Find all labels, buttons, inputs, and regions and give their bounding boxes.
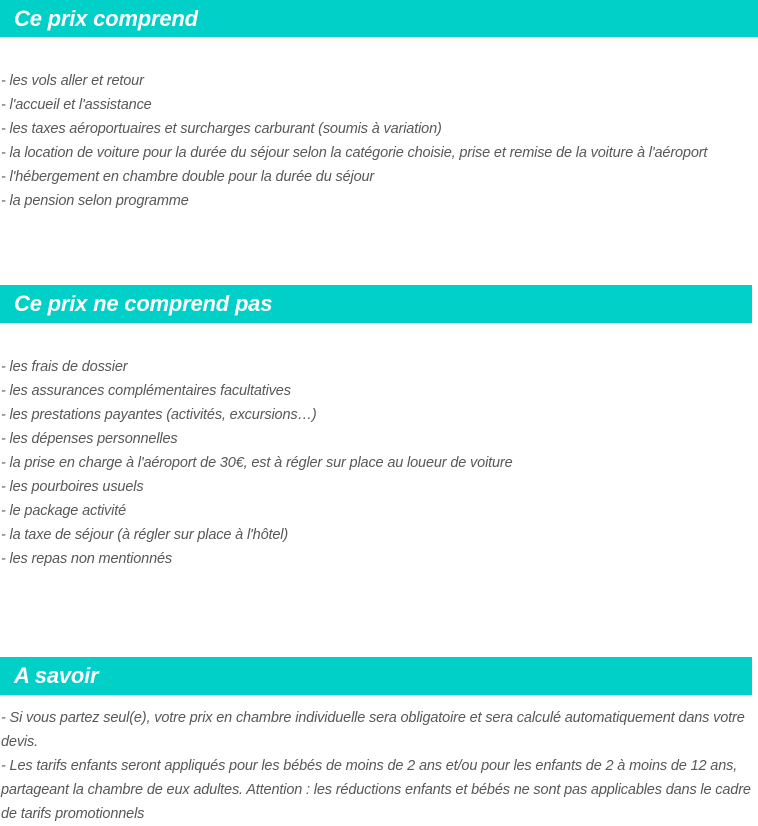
spacer — [0, 695, 758, 706]
section-title-not-included: Ce prix ne comprend pas — [14, 291, 273, 316]
section-title-included: Ce prix comprend — [14, 5, 198, 31]
list-item: - les pourboires usuels — [1, 479, 144, 495]
list-item: - les frais de dossier — [1, 359, 128, 375]
spacer — [0, 323, 758, 355]
section-body-not-included — [0, 355, 758, 571]
list-item: - les vols aller et retour — [1, 73, 144, 89]
section-header-good-to-know — [0, 657, 752, 695]
list-item: - la taxe de séjour (à régler sur place à l'hôtel) — [1, 527, 289, 543]
list-item: - l'hébergement en chambre double pour la durée du séjour — [1, 169, 375, 185]
section-header-not-included — [0, 285, 752, 323]
list-item: - la location de voiture pour la durée du séjour selon la catégorie choisie, prise et remise de la voiture à l'aéroport — [1, 145, 708, 161]
list-item: - le package activité — [1, 503, 126, 519]
list-item: - la prise en charge à l'aéroport de 30€, est à régler sur place au loueur de voiture — [1, 455, 513, 471]
list-item: - les assurances complémentaires facultatives — [1, 383, 291, 399]
list-item: - l'accueil et l'assistance — [1, 97, 152, 113]
list-item: - la pension selon programme — [1, 193, 189, 209]
list-item: - les dépenses personnelles — [1, 431, 178, 447]
spacer — [0, 213, 758, 285]
paragraph: - Si vous partez seul(e), votre prix en chambre individuelle sera obligatoire et sera calculé automatiquement dans votre devis. — [1, 710, 745, 750]
section-body-good-to-know — [0, 706, 758, 826]
list-item: - les repas non mentionnés — [1, 551, 173, 567]
section-title-good-to-know: A savoir — [14, 663, 99, 688]
spacer — [0, 571, 758, 657]
paragraph: - Les tarifs enfants seront appliqués pour les bébés de moins de 2 ans et/ou pour les enfants de 2 à moins de 12 ans, partageant la chambre de eux adultes. Attention : les réductions enfants et bébés ne sont pas applicables dans le cadre de tarifs promotionnels — [1, 758, 751, 822]
section-body-included — [0, 69, 758, 213]
list-item: - les taxes aéroportuaires et surcharges carburant (soumis à variation) — [1, 121, 442, 137]
spacer — [0, 37, 758, 69]
list-item: - les prestations payantes (activités, excursions…) — [1, 407, 317, 423]
section-header-included — [0, 0, 758, 37]
